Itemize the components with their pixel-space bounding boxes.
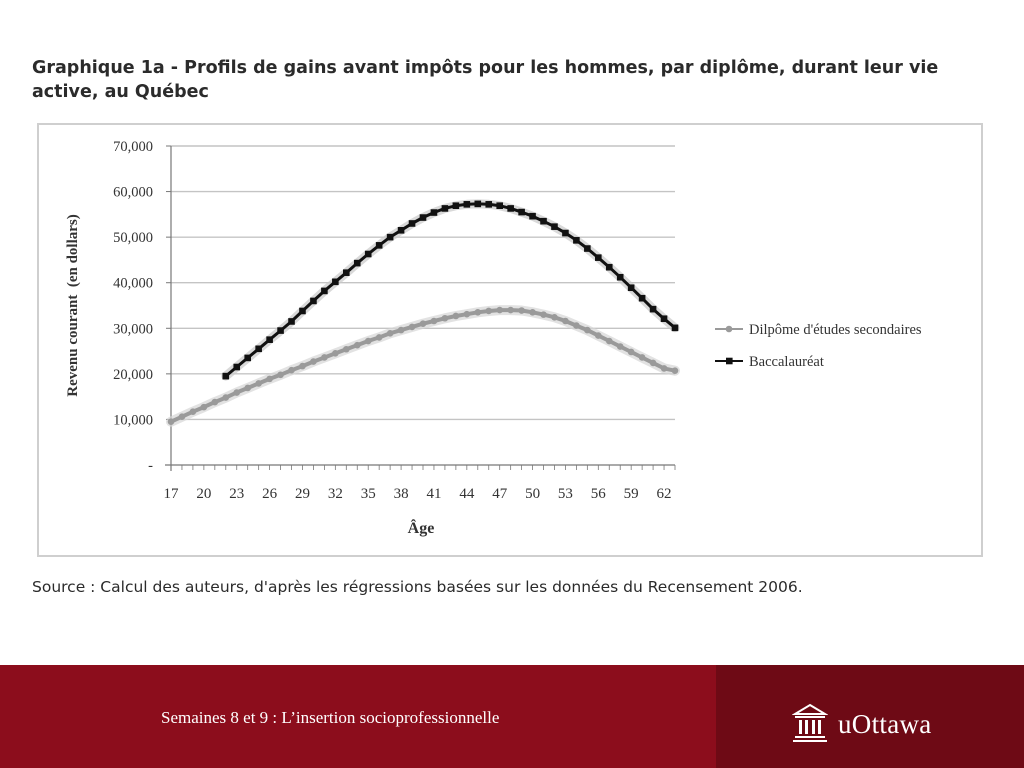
data-point (442, 205, 449, 212)
data-point (507, 307, 514, 314)
data-point (387, 234, 394, 241)
gridlines (171, 146, 675, 419)
data-point (518, 307, 525, 314)
data-point (540, 311, 547, 318)
source-note: Source : Calcul des auteurs, d'après les régressions basées sur les données du Recensement 2006. (32, 578, 803, 596)
data-point (496, 202, 503, 209)
data-point (573, 322, 580, 329)
data-point (387, 330, 394, 337)
data-point (244, 385, 251, 392)
x-tick-label: 20 (196, 486, 212, 502)
data-point (617, 274, 624, 281)
series-lines (168, 201, 679, 425)
y-tick-label: 60,000 (113, 184, 153, 201)
data-point (595, 254, 602, 261)
x-tick-label: 62 (656, 486, 672, 502)
data-point (233, 364, 240, 371)
data-point (321, 354, 328, 361)
x-tick-label: 17 (163, 486, 179, 502)
data-point (321, 288, 328, 295)
data-point (277, 371, 284, 378)
data-point (606, 338, 613, 345)
data-point (529, 309, 536, 316)
data-point (485, 308, 492, 315)
data-point (628, 284, 635, 291)
x-tick-label: 32 (327, 486, 343, 502)
data-point (212, 399, 219, 406)
data-point (376, 334, 383, 341)
data-point (617, 343, 624, 350)
data-point (420, 214, 427, 221)
data-point (661, 365, 668, 372)
x-tick-label: 26 (262, 486, 278, 502)
data-point (201, 404, 208, 411)
x-tick-label: 59 (623, 486, 639, 502)
legend-label: Dilpôme d'études secondaires (749, 322, 922, 338)
chart-title: Graphique 1a - Profils de gains avant impôts pour les hommes, par diplôme, durant leur vie active, au Québec (32, 58, 939, 102)
data-point (606, 264, 613, 271)
line-chart (39, 125, 981, 555)
x-tick-label: 47 (492, 486, 508, 502)
data-point (464, 201, 471, 208)
data-point (179, 413, 186, 420)
data-point (650, 360, 657, 367)
data-point (409, 324, 416, 331)
data-point (672, 367, 679, 374)
data-point (244, 355, 251, 362)
data-point (453, 313, 460, 320)
y-tick-label: 50,000 (113, 230, 153, 247)
data-point (518, 209, 525, 216)
data-point (288, 318, 295, 325)
y-tick-label: - (148, 458, 153, 474)
legend-label: Baccalauréat (749, 354, 824, 370)
x-tick-label: 44 (459, 486, 475, 502)
data-point (255, 380, 262, 387)
data-point (255, 345, 262, 352)
x-tick-label: 41 (426, 486, 442, 502)
y-tick-label: 10,000 (113, 412, 153, 429)
data-point (310, 358, 317, 365)
x-tick-label: 23 (229, 486, 245, 502)
data-point (551, 223, 558, 230)
data-point (584, 245, 591, 252)
data-point (474, 309, 481, 316)
data-point (431, 318, 438, 325)
y-axis-title: Revenu courant (en dollars) (65, 214, 81, 397)
legend-marker (726, 358, 733, 365)
data-point (672, 325, 679, 332)
data-point (464, 311, 471, 318)
x-axis-title: Âge (407, 520, 435, 537)
data-point (222, 373, 229, 380)
y-tick-label: 20,000 (113, 366, 153, 383)
data-point (266, 376, 273, 383)
data-point (332, 279, 339, 286)
data-point (431, 209, 438, 216)
data-point (551, 314, 558, 321)
data-point (453, 202, 460, 209)
data-point (529, 213, 536, 220)
data-point (639, 354, 646, 361)
data-point (332, 350, 339, 357)
x-tick-label: 50 (525, 486, 541, 502)
data-point (409, 220, 416, 227)
data-point (507, 205, 514, 212)
y-tick-label: 40,000 (113, 275, 153, 292)
data-point (584, 327, 591, 334)
legend-marker (726, 326, 733, 333)
uottawa-logo-text: uOttawa (838, 709, 932, 739)
x-tick-label: 35 (360, 486, 376, 502)
footer-caption: Semaines 8 et 9 : L’insertion socioprofessionnelle (161, 708, 500, 727)
data-point (474, 201, 481, 208)
x-tick-label: 29 (294, 486, 310, 502)
data-point (233, 389, 240, 396)
university-building-icon (792, 703, 828, 743)
data-point (398, 327, 405, 334)
data-point (661, 315, 668, 322)
data-point (398, 227, 405, 234)
data-point (650, 306, 657, 313)
data-point (168, 418, 175, 425)
data-point (354, 260, 361, 267)
data-point (190, 408, 197, 415)
data-point (562, 318, 569, 325)
data-point (222, 394, 229, 401)
data-point (485, 201, 492, 208)
data-point (573, 237, 580, 244)
data-point (365, 338, 372, 345)
data-point (442, 315, 449, 322)
data-point (354, 342, 361, 349)
data-point (277, 327, 284, 334)
data-point (299, 363, 306, 370)
series-line (226, 204, 675, 376)
x-tick-label: 38 (393, 486, 409, 502)
data-point (595, 332, 602, 339)
data-point (310, 298, 317, 305)
y-tick-label: 30,000 (113, 321, 153, 338)
data-point (365, 251, 372, 258)
chart-frame (37, 123, 983, 557)
data-point (562, 230, 569, 237)
x-tick-label: 56 (590, 486, 606, 502)
y-tick-label: 70,000 (113, 139, 153, 155)
data-point (628, 349, 635, 356)
data-point (288, 367, 295, 374)
legend (715, 322, 922, 370)
data-point (639, 295, 646, 302)
data-point (343, 269, 350, 276)
data-point (376, 242, 383, 249)
data-point (420, 320, 427, 327)
data-point (266, 336, 273, 343)
data-point (299, 308, 306, 315)
data-point (496, 307, 503, 314)
data-point (343, 346, 350, 353)
x-tick-label: 53 (557, 486, 573, 502)
data-point (540, 218, 547, 225)
series-line-shadow (226, 204, 675, 376)
